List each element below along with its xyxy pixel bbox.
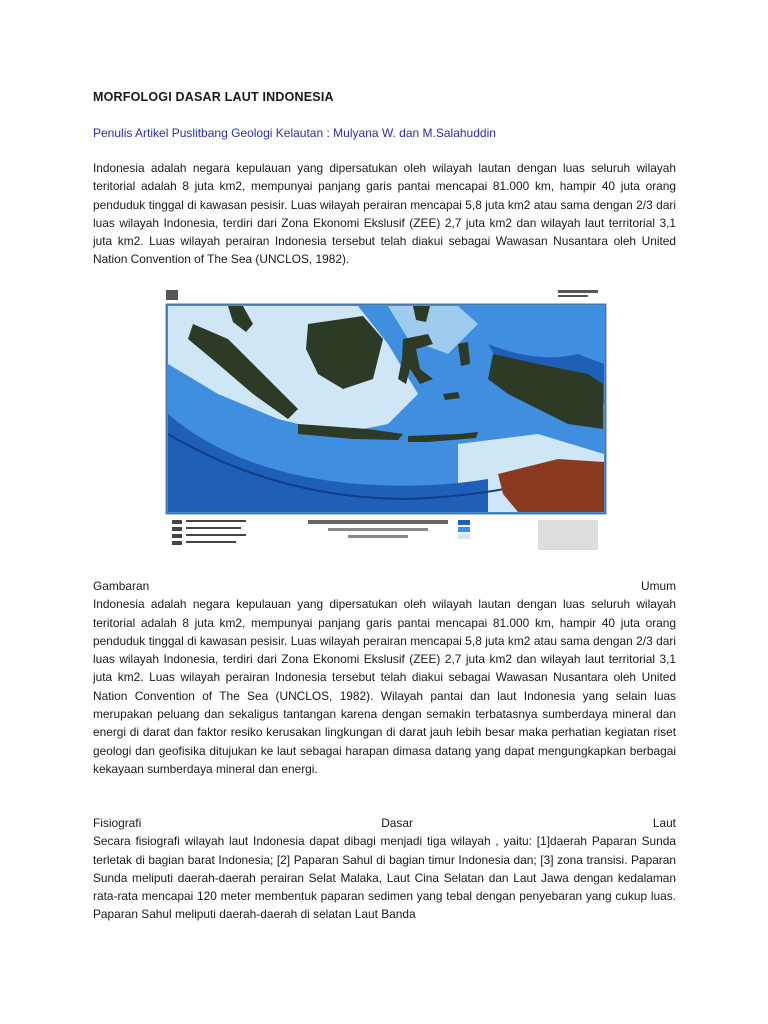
heading-word-left: Gambaran	[93, 579, 150, 593]
page-title: MORFOLOGI DASAR LAUT INDONESIA	[93, 90, 334, 104]
section2-paragraph: Secara fisiografi wilayah laut Indonesia dapat dibagi menjadi tiga wilayah , yaitu: [1]daerah Paparan Sunda terletak di bagian barat Indonesia; [2] Paparan Sahul di bagian timur Indonesia dan; [3] zona transisi. Paparan Sunda meliputi daerah-daerah perairan Selat Malaka, Laut Cina Selatan dan Laut Jawa dengan kedalaman rata-rata mencapai 120 meter membentuk paparan sedimen yang tebal dengan penyebaran yang cukup luas. Paparan Sahul meliputi daerah-daerah di selatan Laut Banda	[93, 834, 676, 922]
heading-word-mid: Dasar	[381, 816, 413, 830]
heading-word-right: Laut	[652, 816, 676, 830]
author-line: Penulis Artikel Puslitbang Geologi Kelautan : Mulyana W. dan M.Salahuddin	[93, 126, 496, 140]
section-heading-gambaran-umum	[93, 577, 676, 595]
bathymetric-map-icon	[158, 284, 610, 558]
heading-word-left: Fisiografi	[93, 816, 142, 830]
heading-word-right: Umum	[640, 579, 676, 593]
bathymetric-map-image	[158, 284, 610, 558]
intro-paragraph: Indonesia adalah negara kepulauan yang dipersatukan oleh wilayah lautan dengan luas seluruh wilayah teritorial adalah 8 juta km2, mempunyai panjang garis pantai mencapai 81.000 km, hampir 40 juta orang penduduk tinggal di kawasan pesisir. Luas wilayah perairan mencapai 5,8 juta km2 atau sama dengan 2/3 dari luas wilayah Indonesia, terdiri dari Zona Ekonomi Ekslusif (ZEE) 2,7 juta km2 dan wilayah laut territorial 3,1 juta km2. Luas wilayah perairan Indonesia tersebut telah diakui sebagai Wawasan Nusantara oleh United Nation Convention of The Sea (UNCLOS, 1982).	[93, 161, 676, 267]
section1-paragraph: Indonesia adalah negara kepulauan yang dipersatukan oleh wilayah lautan dengan luas seluruh wilayah teritorial adalah 8 juta km2, mempunyai panjang garis pantai mencapai 81.000 km, hampir 40 juta orang penduduk tinggal di kawasan pesisir. Luas wilayah perairan mencapai 5,8 juta km2 atau sama dengan 2/3 dari luas wilayah Indonesia, terdiri dari Zona Ekonomi Ekslusif (ZEE) 2,7 juta km2 dan wilayah laut territorial 3,1 juta km2. Luas wilayah perairan Indonesia tersebut telah diakui sebagai Wawasan Nusantara oleh United Nation Convention of The Sea (UNCLOS, 1982). Wilayah pantai dan laut Indonesia yang selain luas merupakan peluang dan sekaligus tantangan karena dengan semakin terbatasnya sumberdaya mineral dan energi di darat dan faktor resiko kerusakan lingkungan di darat jauh lebih besar maka perhatian kegiatan riset geologi dan geofisika ditujukan ke laut sebagai harapan dimasa datang yang dapat mengungkapkan berbagai kekayaan sumberdaya mineral dan energi.	[93, 597, 676, 776]
section-heading-fisiografi	[93, 814, 676, 832]
